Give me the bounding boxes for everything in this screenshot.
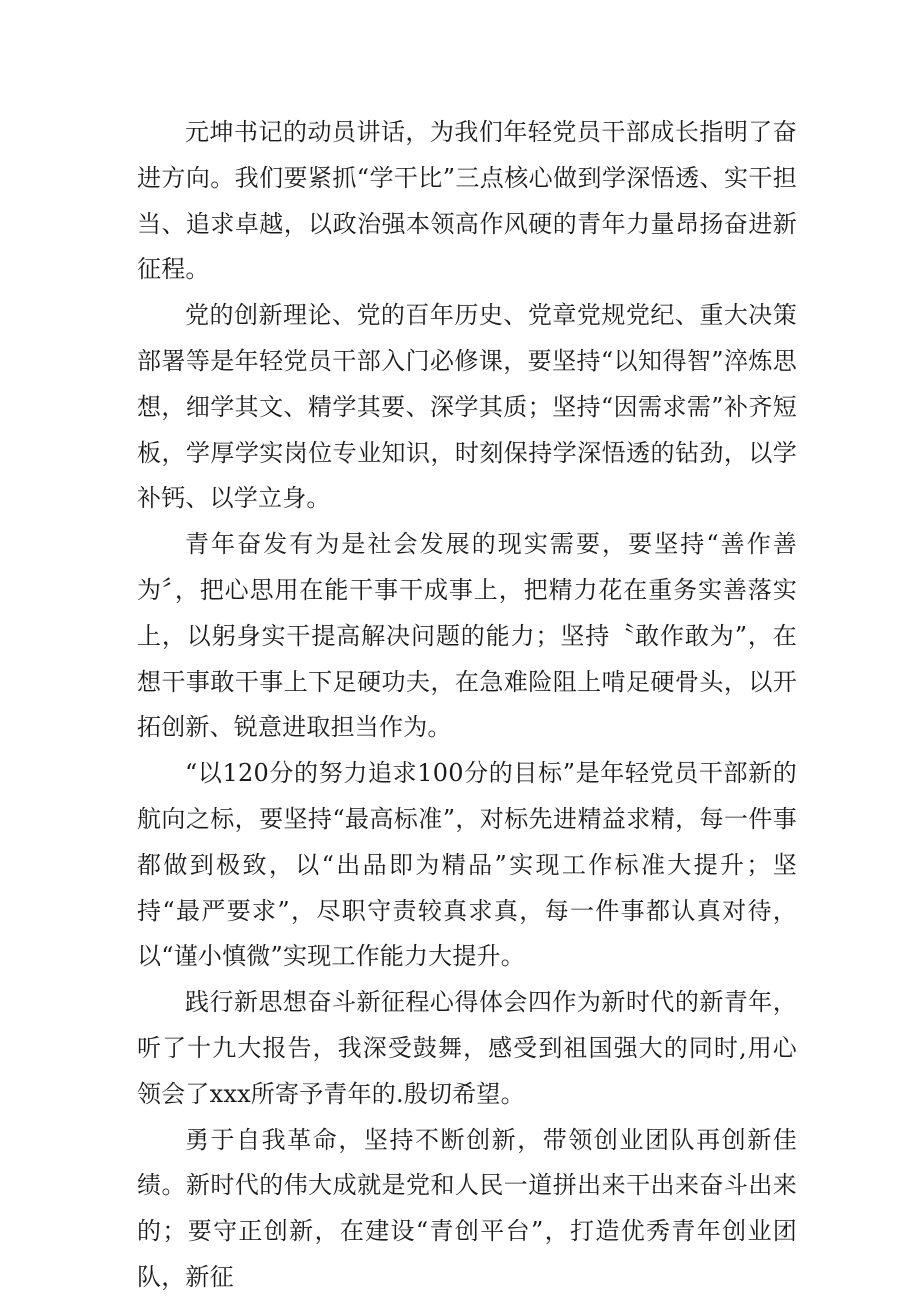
document-body [137, 110, 797, 1301]
paragraph-6: 勇于自我革命，坚持不断创新，带领创业团队再创新佳绩。新时代的伟大成就是党和人民一道拼出来干出来奋斗出来的；要守正创新，在建设“青创平台”，打造优秀青年创业团队，新征 [137, 1125, 797, 1291]
paragraph-3: 青年奋发有为是社会发展的现实需要，要坚持“善作善为〞，把心思用在能干事干成事上，把精力花在重务实善落实上，以躬身实干提高解决问题的能力；坚持〝敢作敢为”，在想干事敢干事上下足硬功夫，在急难险阻上啃足硬骨头，以开拓创新、锐意进取担当作为。 [137, 530, 797, 742]
paragraph-5: 践行新思想奋斗新征程心得体会四作为新时代的新青年，听了十九大报告，我深受鼓舞，感受到祖国强大的同时,用心领会了xxx所寄予青年的.殷切希望。 [137, 988, 797, 1108]
paragraph-1: 元坤书记的动员讲话，为我们年轻党员干部成长指明了奋进方向。我们要紧抓“学干比”三点核心做到学深悟透、实干担当、追求卓越，以政治强本领高作风硬的青年力量昂扬奋进新征程。 [137, 118, 797, 284]
paragraph-2: 党的创新理论、党的百年历史、党章党规党纪、重大决策部署等是年轻党员干部入门必修课，要坚持“以知得智”淬炼思想，细学其文、精学其要、深学其质；坚持“因需求需”补齐短板，学厚学实岗位专业知识，时刻保持学深悟透的钻劲，以学补钙、以学立身。 [137, 301, 797, 513]
paragraph-4: “以120分的努力追求100分的目标”是年轻党员干部新的航向之标，要坚持“最高标准”，对标先进精益求精，每一件事都做到极致，以“出品即为精品”实现工作标准大提升；坚持“最严要求”，尽职守责较真求真，每一件事都认真对待，以“谨小慎微”实现工作能力大提升。 [137, 759, 797, 971]
